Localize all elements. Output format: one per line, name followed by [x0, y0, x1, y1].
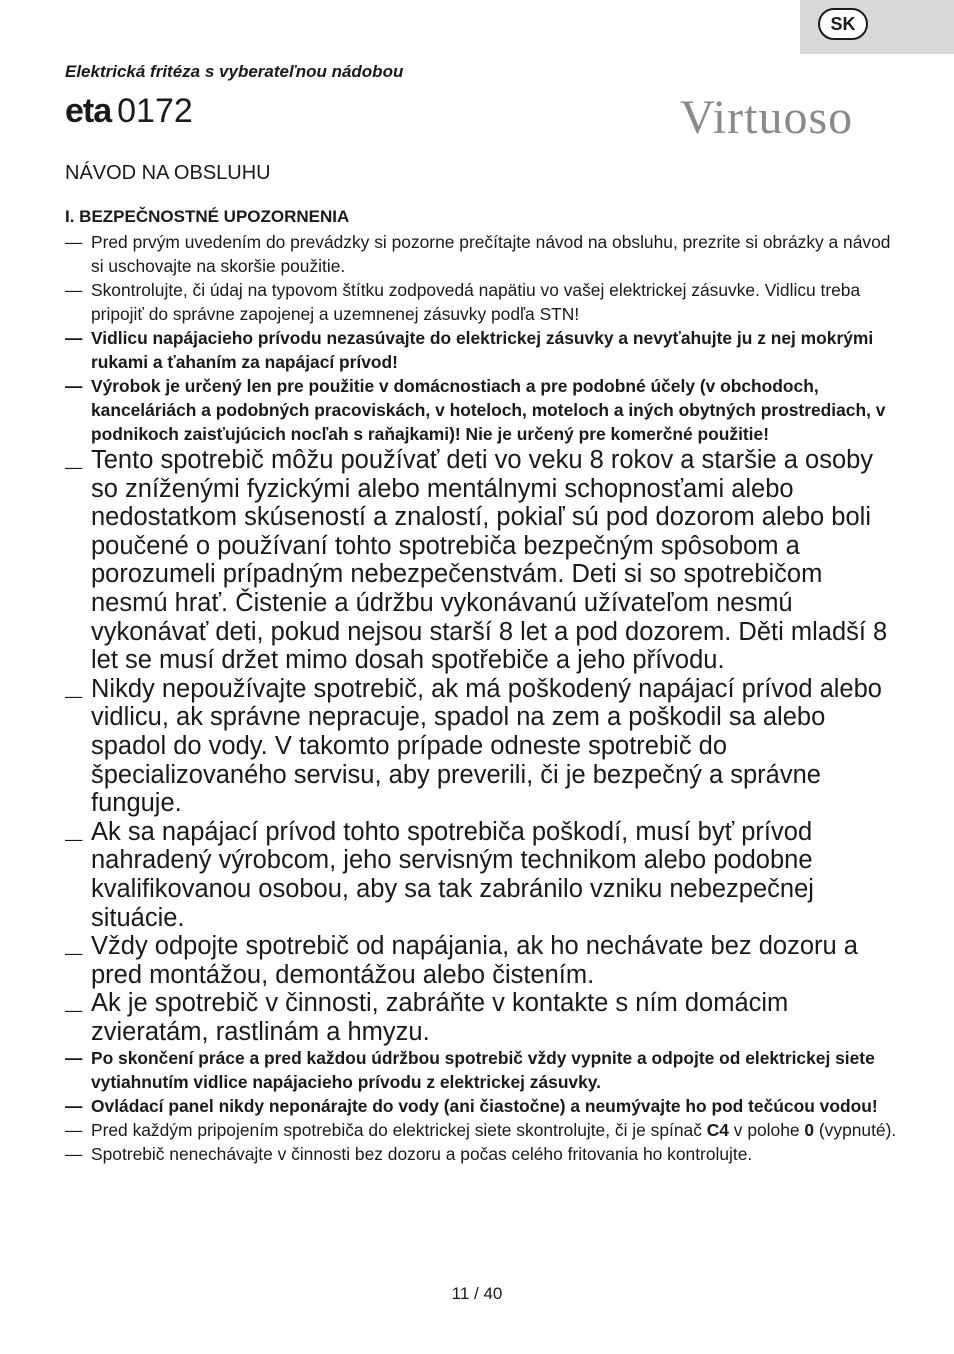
warning-text: Po skončení práce a pred každou údržbou spotrebič vždy vypnite a odpojte od elektrickej siete vytiahnutím vidlice napájacieho prívodu z elektrickej zásuvky. — [91, 1048, 875, 1093]
warning-item — [65, 326, 905, 374]
dash-bullet: — — [65, 1144, 83, 1165]
warning-text-part: v polohe — [728, 1120, 805, 1141]
dash-bullet: — — [65, 280, 83, 300]
manual-heading: NÁVOD NA OBSLUHU — [65, 162, 271, 184]
warning-item — [65, 446, 905, 675]
warning-text: Vidlicu napájacieho prívodu nezasúvajte do elektrickej zásuvky a nevyťahujte ju z nej mokrými rukami a ťahaním za napájací prívod! — [91, 328, 874, 372]
warning-text: Skontrolujte, či údaj na typovom štítku zodpovedá napätiu vo vašej elektrickej zásuvke. Vidlicu treba pripojiť do správne zapojenej a uzemnenej zásuvky podľa STN! — [91, 280, 861, 324]
warning-item — [65, 1094, 905, 1118]
page-number: 11 / 40 — [451, 1284, 503, 1303]
language-tab — [800, 0, 954, 54]
switch-position: 0 — [804, 1120, 815, 1141]
warning-text: Výrobok je určený len pre použitie v domácnostiach a pre podobné účely (v obchodoch, kanceláriách a podobných pracoviskách, v hoteloch, moteloch a iných obytných prostrediach, v podnikoch zaisťujúcich nocľah s raňajkami)! Nie je určený pre komerčné použitie! — [91, 376, 886, 444]
warning-item — [65, 675, 905, 818]
warning-item — [65, 374, 905, 446]
dash-bullet: — — [65, 1048, 83, 1069]
dash-bullet: — — [65, 828, 83, 849]
warning-text — [91, 1118, 905, 1142]
warning-item — [65, 278, 905, 326]
dash-bullet: — — [65, 943, 83, 964]
warning-text: Nikdy nepoužívajte spotrebič, ak má poškodený napájací prívod alebo vidlicu, ak správne nepracuje, spadol na zem a poškodil sa alebo spadol do vody. V takomto prípade odneste spotrebič do špecializovaného servisu, aby preverili, či je bezpečný a správne funguje. — [91, 674, 882, 818]
warning-text-part: Pred každým pripojením spotrebiča do elektrickej siete skontrolujte, či je spínač — [91, 1120, 707, 1141]
warning-item — [65, 1118, 905, 1142]
warning-text: Ovládací panel nikdy neponárajte do vody (ani čiastočne) a neumývajte ho pod tečúcou vodou! — [91, 1096, 878, 1117]
dash-bullet: — — [65, 1120, 83, 1141]
warning-item — [65, 1046, 905, 1094]
warning-item — [65, 230, 905, 278]
section-heading: I. BEZPEČNOSTNÉ UPOZORNENIA — [65, 207, 350, 226]
warning-text-part: (vypnuté). — [814, 1120, 897, 1141]
warning-item — [65, 989, 905, 1046]
brand-block — [65, 94, 193, 128]
warning-item — [65, 818, 905, 932]
warning-text: Tento spotrebič môžu používať deti vo veku 8 rokov a staršie a osoby so zníženými fyzickými alebo mentálnymi schopnosťami alebo nedostatkom skúseností a znalostí, pokiaľ sú pod dozorom alebo boli poučené o používaní tohto spotrebiča bezpečným spôsobom a porozumeli prípadným nebezpečenstvám. Deti si so spotrebičom nesmú hrať. Čistenie a údržbu vykonávanú užívateľom nesmú vykonávať deti, pokud nejsou starší 8 let a pod dozorem. Děti mladší 8 let se musí držet mimo dosah spotřebiče a jeho přívodu. — [91, 446, 888, 675]
dash-bullet: — — [65, 1096, 83, 1117]
warnings-list — [65, 230, 905, 1166]
product-line-logo: Virtuoso — [680, 91, 854, 144]
brand-name: eta — [65, 92, 112, 130]
language-badge: SK — [818, 8, 868, 40]
switch-label: C4 — [706, 1120, 729, 1141]
dash-bullet: — — [65, 685, 83, 706]
dash-bullet: — — [65, 328, 83, 348]
warning-text: Pred prvým uvedením do prevádzky si pozorne prečítajte návod na obsluhu, prezrite si obrázky a návod si uschovajte na skoršie použitie. — [91, 232, 891, 276]
warning-text: Vždy odpojte spotrebič od napájania, ak ho nechávate bez dozoru a pred montážou, demontážou alebo čistením. — [91, 932, 858, 989]
dash-bullet: — — [65, 1000, 83, 1021]
warning-item — [65, 1142, 905, 1166]
dash-bullet: — — [65, 232, 83, 252]
model-number: 0172 — [117, 92, 193, 130]
dash-bullet: — — [65, 457, 83, 477]
warning-text: Ak sa napájací prívod tohto spotrebiča poškodí, musí byť prívod nahradený výrobcom, jeho servisným technikom alebo podobne kvalifikovanou osobou, aby sa tak zabránilo vzniku nebezpečnej situácie. — [91, 817, 814, 932]
warning-text: Spotrebič nenechávajte v činnosti bez dozoru a počas celého fritovania ho kontrolujte. — [91, 1144, 753, 1165]
warning-item — [65, 932, 905, 989]
warning-text: Ak je spotrebič v činnosti, zabráňte v kontakte s ním domácim zvieratám, rastlinám a hmyzu. — [91, 989, 789, 1046]
dash-bullet: — — [65, 376, 83, 396]
document-subtitle: Elektrická fritéza s vyberateľnou nádobou — [65, 62, 404, 81]
